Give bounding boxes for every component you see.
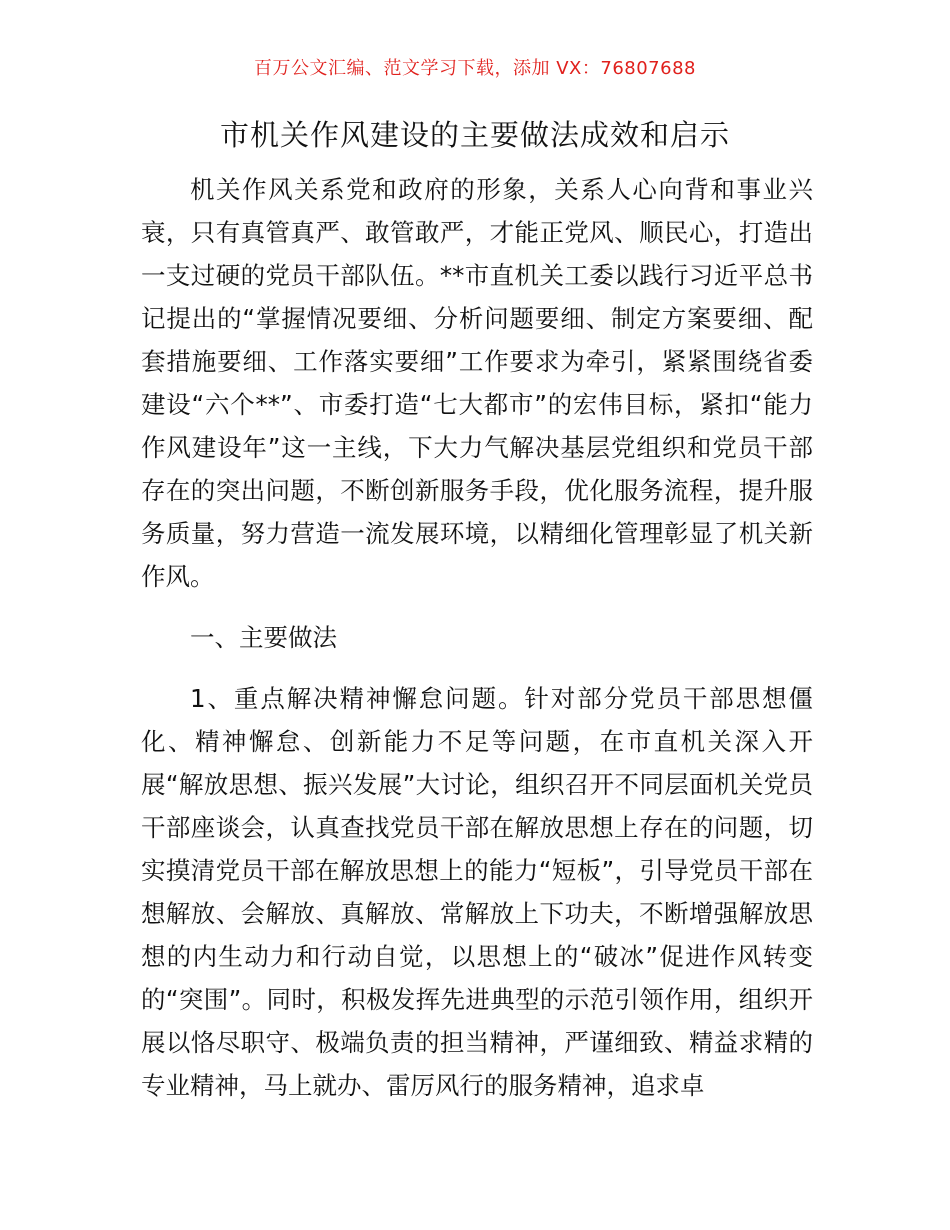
page-title: 市机关作风建设的主要做法成效和启示 [219, 118, 730, 152]
header-banner: 百万公文汇编、范文学习下载，添加 VX：76807688 [254, 58, 696, 79]
section-heading: 一、主要做法 [190, 623, 337, 652]
intro-paragraph: 机关作风关系党和政府的形象，关系人心向背和事业兴衰，只有真管真严、敢管敢严，才能正党风、顺民心，打造出一支过硬的党员干部队伍。**市直机关工委以践行习近平总书记提出的“掌握情况要细、分析问题要细、制定方案要细、配套措施要细、工作落实要细”工作要求为牵引，紧紧围绕省委建设“六个**”、市委打造“七大都市”的宏伟目标，紧扣“能力作风建设年”这一主线，下大力气解决基层党组织和党员干部存在的突出问题，不断创新服务手段，优化服务流程，提升服务质量，努力营造一流发展环境，以精细化管理彰显了机关新作风。 [141, 175, 813, 591]
section-paragraph: 1、重点解决精神懈怠问题。针对部分党员干部思想僵化、精神懈怠、创新能力不足等问题，在市直机关深入开展“解放思想、振兴发展”大讨论，组织召开不同层面机关党员干部座谈会，认真查找党员干部在解放思想上存在的问题，切实摸清党员干部在解放思想上的能力“短板”，引导党员干部在想解放、会解放、真解放、常解放上下功夫，不断增强解放思想的内生动力和行动自觉，以思想上的“破冰”促进作风转变的“突围”。同时，积极发挥先进典型的示范引领作用，组织开展以恪尽职守、极端负责的担当精神，严谨细致、精益求精的专业精神，马上就办、雷厉风行的服务精神，追求卓 [141, 684, 813, 1100]
document-body [141, 168, 813, 1107]
